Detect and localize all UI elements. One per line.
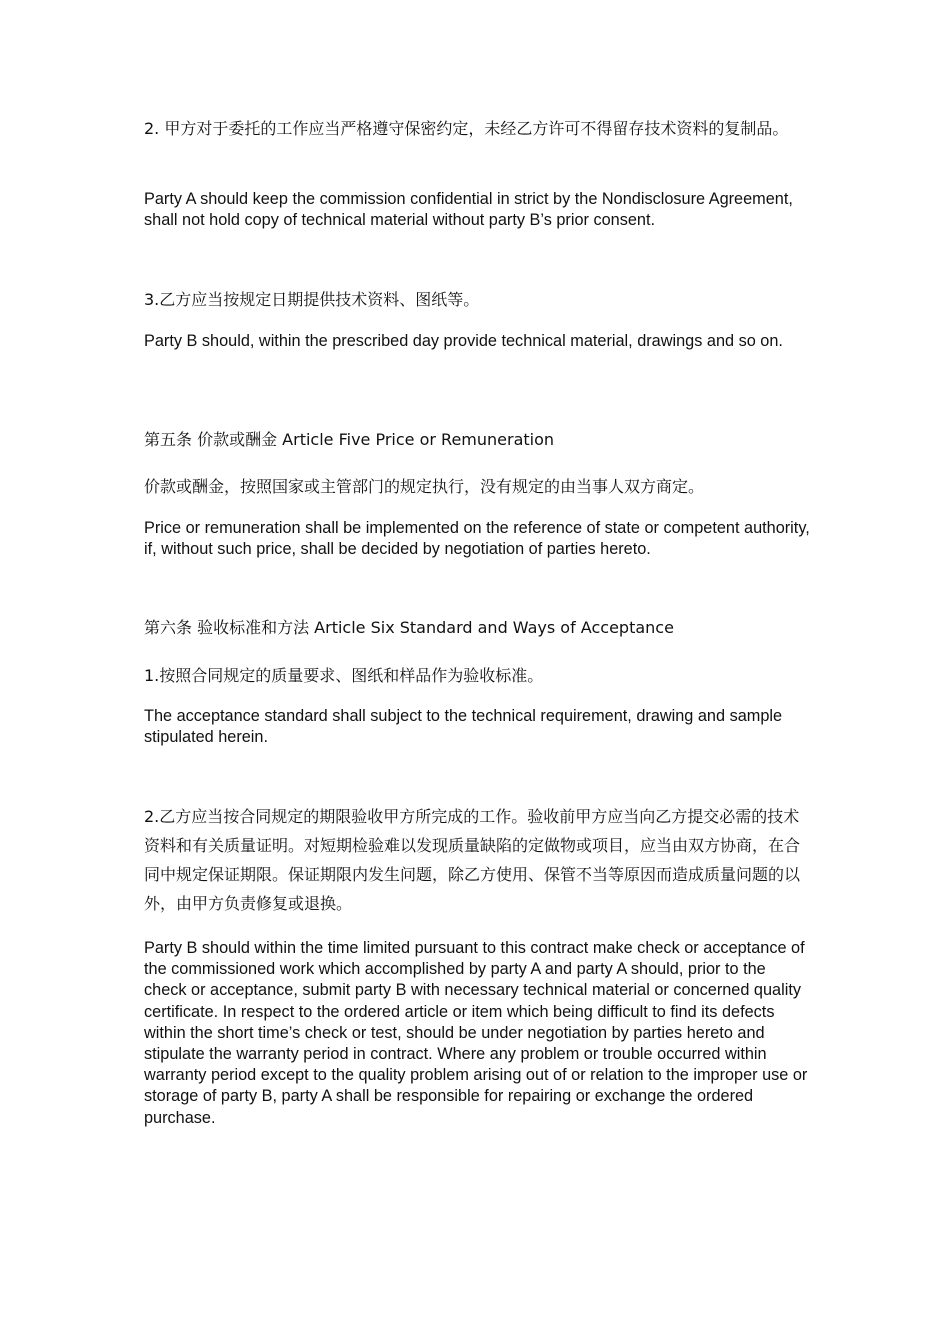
- clause-2-english: Party A should keep the commission confidential in strict by the Nondisclosure Agreement, shall not hold copy of technical material without party B’s prior consent.: [144, 190, 793, 230]
- article-6-item-2-english: Party B should within the time limited pursuant to this contract make check or acceptance of the commissioned work which accomplished by party A and party A should, prior to the check or acceptance, submit party B with necessary technical material or concerned quality certificate. In respect to the ordered article or item which being difficult to find its defects within the short time’s check or test, should be under negotiation by parties hereto and stipulate the warranty period in contract. Where any problem or trouble occurred within warranty period except to the quality problem arising out of or relation to the improper use or storage of party B, party A shall be responsible for repairing or exchange the ordered purchase.: [144, 939, 808, 1127]
- article-6-item-2-chinese: 2.乙方应当按合同规定的期限验收甲方所完成的工作。验收前甲方应当向乙方提交必需的技术资料和有关质量证明。对短期检验难以发现质量缺陷的定做物或项目，应当由双方协商，在合同中规定保证期限。保证期限内发生问题，除乙方使用、保管不当等原因而造成质量问题的以外，由甲方负责修复或退换。: [144, 807, 801, 913]
- article-5-english: Price or remuneration shall be implemented on the reference of state or competent authority, if, without such price, shall be decided by negotiation of parties hereto.: [144, 519, 810, 559]
- clause-2-chinese: 2. 甲方对于委托的工作应当严格遵守保密约定，未经乙方许可不得留存技术资料的复制品。: [144, 119, 789, 138]
- article-6-heading: 第六条 验收标准和方法 Article Six Standard and Ways of Acceptance: [144, 618, 674, 637]
- article-5-heading: 第五条 价款或酬金 Article Five Price or Remuneration: [144, 430, 555, 449]
- clause-3-english: Party B should, within the prescribed day provide technical material, drawings and so on.: [144, 332, 783, 350]
- clause-3-chinese: 3.乙方应当按规定日期提供技术资料、图纸等。: [144, 290, 480, 309]
- article-5-chinese: 价款或酬金，按照国家或主管部门的规定执行，没有规定的由当事人双方商定。: [144, 477, 705, 496]
- article-6-item-1-english: The acceptance standard shall subject to the technical requirement, drawing and sample stipulated herein.: [144, 707, 783, 747]
- article-6-item-1-chinese: 1.按照合同规定的质量要求、图纸和样品作为验收标准。: [144, 666, 544, 685]
